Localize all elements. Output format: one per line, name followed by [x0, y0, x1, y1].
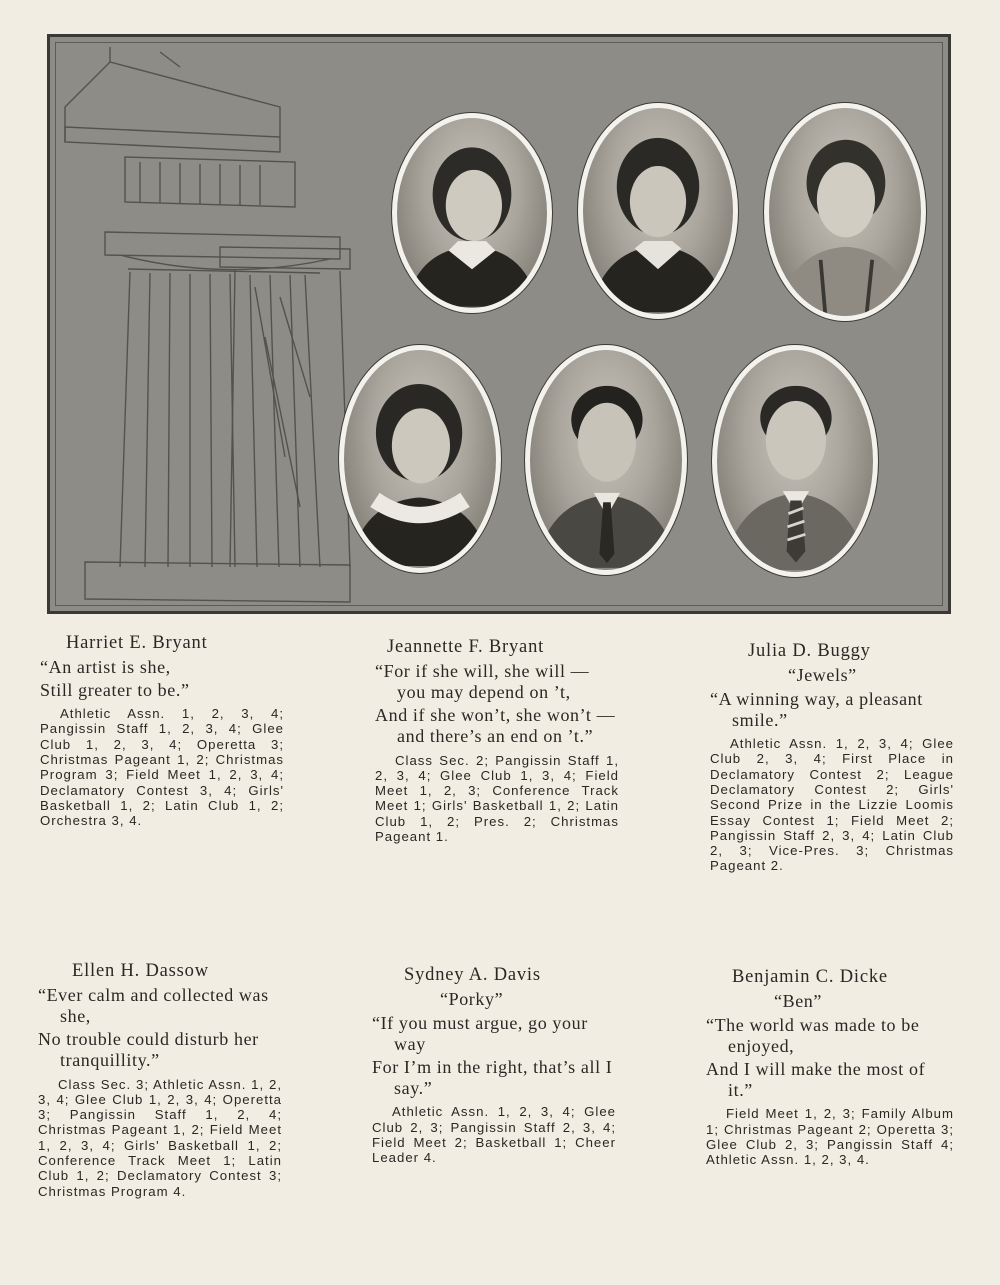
student-name: Julia D. Buggy — [748, 641, 871, 661]
quote-line: No trouble could disturb her tranquillity.” — [38, 1029, 259, 1071]
senior-entry-ellen-dassow — [38, 960, 282, 1199]
senior-quote — [40, 657, 284, 701]
quote-line: “For if she will, she will — you may depend on ’t, — [375, 660, 590, 702]
senior-entry-benjamin-dicke — [706, 966, 954, 1168]
activities-list: Athletic Assn. 1, 2, 3, 4; Pangissin Staff 1, 2, 3, 4; Glee Club 1, 2, 3, 4; Operetta 3; Christmas Pageant 1, 2; Christmas Program 3; Field Meet 1, 2, 3, 4; Declamatory Contest 3, 4; Girls' Basketball 1, 2; Latin Club 1, 2; Orchestra 3, 4. — [40, 706, 284, 829]
quote-line: “An artist is she, — [40, 656, 171, 677]
quote-line: “Ever calm and collected was she, — [38, 984, 269, 1026]
quote-line: “A winning way, a pleasant smile.” — [710, 688, 923, 730]
activities-list: Athletic Assn. 1, 2, 3, 4; Glee Club 2, 3, 4; First Place in Declamatory Contest 2; League Declamatory Contest 2; Girls' Second Prize in the Lizzie Loomis Essay Contest 1; Field Meet 2; Pangissin Staff 2, 3, 4; Latin Club 2, 3; Vice-Pres. 3; Christmas Pageant 2. — [710, 735, 954, 874]
portrait-ellen-dassow — [339, 345, 501, 573]
person-silhouette-icon — [717, 350, 873, 572]
senior-entry-jeannette-bryant — [375, 636, 619, 844]
portrait-jeannette-bryant — [578, 103, 738, 319]
student-name: Harriet E. Bryant — [66, 633, 208, 653]
portrait-benjamin-dicke — [712, 345, 878, 577]
quote-line: And I will make the most of it.” — [706, 1058, 926, 1101]
senior-quote — [375, 661, 619, 748]
portrait-panel — [47, 34, 951, 614]
senior-entry-harriet-bryant — [40, 632, 284, 829]
portrait-sydney-davis — [525, 345, 687, 575]
activities-list: Field Meet 1, 2, 3; Family Album 1; Christmas Pageant 2; Operetta 3; Glee Club 2, 3; Pangissin Staff 4; Athletic Assn. 1, 2, 3, 4. — [706, 1106, 954, 1168]
senior-quote — [372, 1013, 616, 1100]
senior-entry-sydney-davis — [372, 964, 616, 1166]
senior-quote — [710, 689, 954, 731]
quote-line: Still greater to be.” — [40, 679, 190, 700]
senior-quote — [706, 1015, 954, 1102]
person-silhouette-icon — [530, 350, 682, 570]
student-name: Jeannette F. Bryant — [387, 637, 545, 657]
person-silhouette-icon — [397, 118, 547, 308]
activities-list: Athletic Assn. 1, 2, 3, 4; Glee Club 2, 3; Pangissin Staff 2, 3, 4; Field Meet 2; Basketball 1; Cheer Leader 4. — [372, 1104, 616, 1166]
quote-line: “The world was made to be enjoyed, — [706, 1014, 920, 1056]
activities-list: Class Sec. 3; Athletic Assn. 1, 2, 3, 4; Glee Club 1, 2, 3, 4; Operetta 3; Pangissin Staff 1, 2, 4; Christmas Pageant 1, 2; Field Meet 1, 2, 3, 4; Girls' Basketball 1, 2; Conference Track Meet 1; Latin Club 1, 2; Declamatory Contest 3; Christmas Program 4. — [38, 1076, 282, 1199]
portrait-julia-buggy — [764, 103, 926, 321]
senior-entry-julia-buggy — [710, 640, 954, 874]
quote-line: And if she won’t, she won’t — and there’s an end on ’t.” — [375, 705, 616, 747]
quote-line: For I’m in the right, that’s all I say.” — [372, 1056, 613, 1099]
student-nickname: “Ben” — [774, 990, 822, 1011]
student-nickname: “Jewels” — [788, 664, 857, 685]
activities-list: Class Sec. 2; Pangissin Staff 1, 2, 3, 4; Glee Club 1, 3, 4; Field Meet 1, 2, 3; Conference Track Meet 1; Girls' Basketball 1, 2; Latin Club 1, 2; Pres. 2; Christmas Pageant 1. — [375, 752, 619, 845]
student-name: Ellen H. Dassow — [72, 961, 209, 981]
person-silhouette-icon — [583, 108, 733, 314]
student-name: Benjamin C. Dicke — [732, 967, 888, 987]
quote-line: “If you must argue, go your way — [372, 1012, 588, 1054]
student-name: Sydney A. Davis — [404, 965, 541, 985]
person-silhouette-icon — [344, 350, 496, 568]
student-nickname: “Porky” — [440, 988, 504, 1009]
senior-quote — [38, 985, 282, 1072]
portrait-harriet-bryant — [392, 113, 552, 313]
person-silhouette-icon — [769, 108, 921, 316]
